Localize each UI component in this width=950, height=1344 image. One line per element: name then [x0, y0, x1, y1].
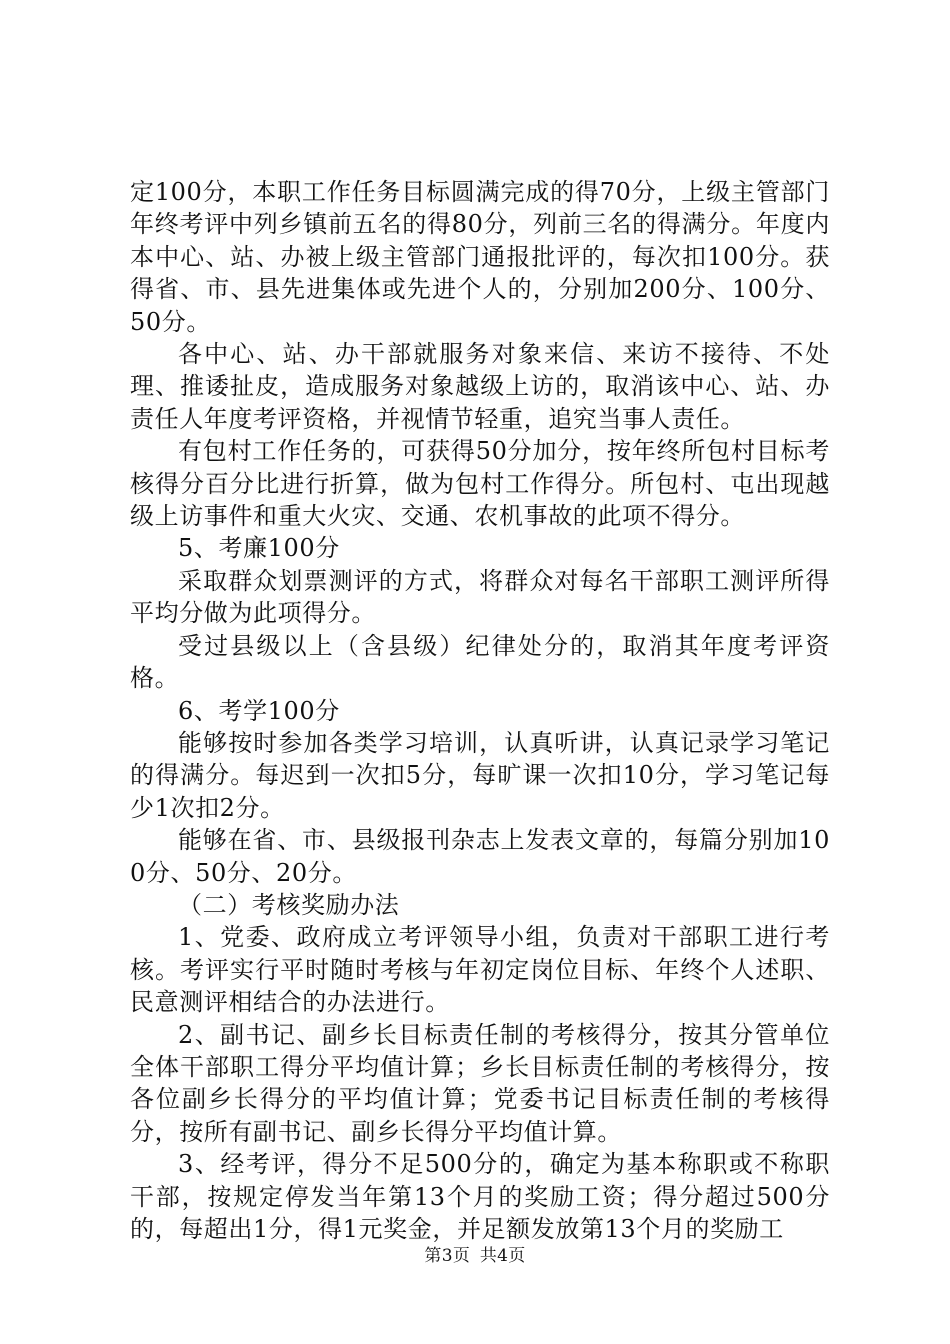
- paragraph-village-task: 有包村工作任务的，可获得50分加分，按年终所包村目标考核得分百分比进行折算，做为包村工作得分。所包村、屯出现越级上访事件和重大火灾、交通、农机事故的此项不得分。: [130, 437, 830, 531]
- page-total: 共4页: [479, 1246, 526, 1266]
- paragraph-leader-scoring: 2、副书记、副乡长目标责任制的考核得分，按其分管单位全体干部职工得分平均值计算；乡长目标责任制的考核得分，按各位副乡长得分的平均值计算；党委书记目标责任制的考核得分，按所有副书记、副乡长得分平均值计算。: [130, 1020, 830, 1146]
- page-number: 第3页: [424, 1246, 471, 1266]
- paragraph-integrity-discipline: 受过县级以上（含县级）纪律处分的，取消其年度考评资格。: [130, 631, 830, 693]
- paragraph-evaluation-group: 1、党委、政府成立考评领导小组，负责对干部职工进行考核。考评实行平时随时考核与年初定岗位目标、年终个人述职、民意测评相结合的办法进行。: [130, 923, 830, 1017]
- page-footer: [0, 1241, 950, 1266]
- section-heading-integrity: 5、考廉100分: [178, 534, 340, 563]
- paragraph-integrity-survey: 采取群众划票测评的方式，将群众对每名干部职工测评所得平均分做为此项得分。: [130, 566, 830, 628]
- section-heading-study: 6、考学100分: [178, 696, 340, 725]
- section-heading-reward-method: （二）考核奖励办法: [178, 890, 400, 919]
- paragraph-scoring-rules: 定100分，本职工作任务目标圆满完成的得70分，上级主管部门年终考评中列乡镇前五名的得80分，列前三名的得满分。年度内本中心、站、办被上级主管部门通报批评的，每次扣100分。获得省、市、县先进集体或先进个人的，分别加200分、100分、50分。: [130, 178, 830, 336]
- paragraph-complaint-handling: 各中心、站、办干部就服务对象来信、来访不接待、不处理、推诿扯皮，造成服务对象越级上访的，取消该中心、站、办责任人年度考评资格，并视情节轻重，追究当事人责任。: [130, 340, 830, 433]
- paragraph-study-attendance: 能够按时参加各类学习培训，认真听讲，认真记录学习笔记的得满分。每迟到一次扣5分，每旷课一次扣10分，学习笔记每少1次扣2分。: [130, 728, 830, 822]
- document-body: [130, 176, 830, 1245]
- paragraph-bonus-rules: 3、经考评，得分不足500分的，确定为基本称职或不称职干部，按规定停发当年第13个月的奖励工资；得分超过500分的，每超出1分，得1元奖金，并足额发放第13个月的奖励工: [130, 1150, 830, 1243]
- paragraph-study-publication: 能够在省、市、县级报刊杂志上发表文章的，每篇分别加100分、50分、20分。: [130, 826, 830, 887]
